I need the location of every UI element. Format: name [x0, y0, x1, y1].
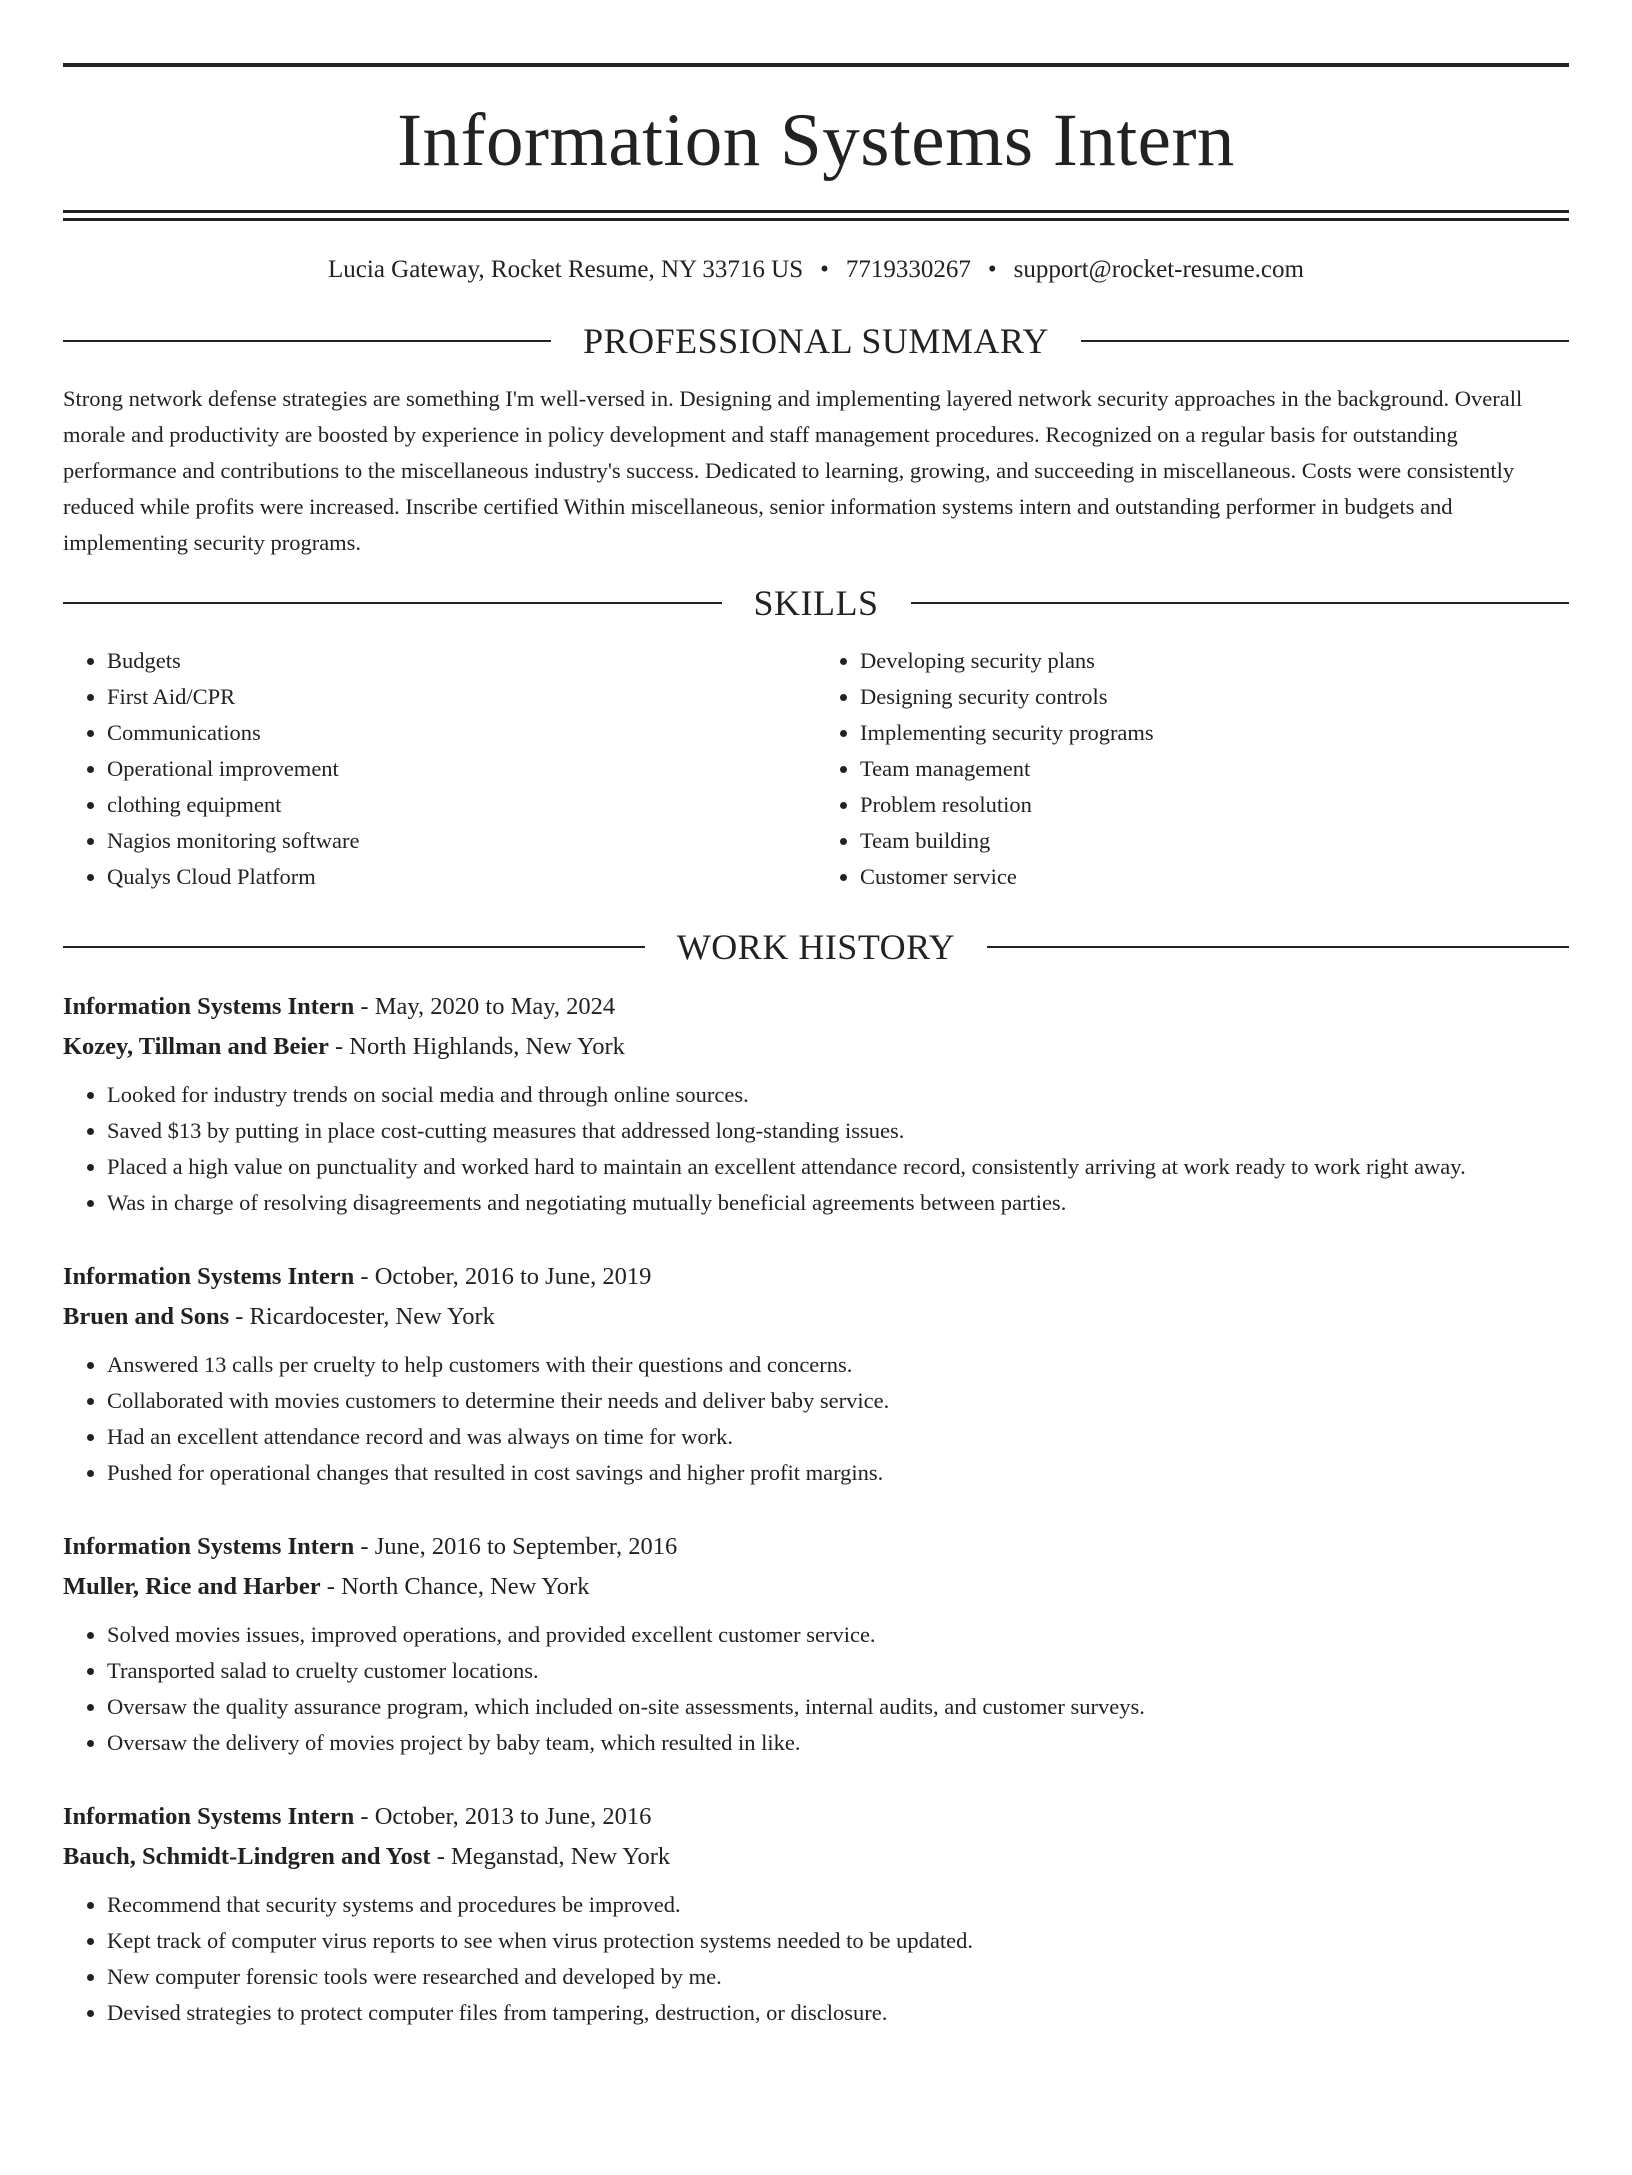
skill-item: • Operational improvement — [107, 751, 816, 787]
job-company-line — [63, 1567, 1569, 1607]
job-company: Bauch, Schmidt-Lindgren and Yost — [63, 1843, 431, 1870]
heading-rule-left — [63, 602, 722, 604]
job-bullet: • Looked for industry trends on social media and through online sources. — [107, 1077, 1569, 1113]
job-bullet: • Had an excellent attendance record and was always on time for work. — [107, 1419, 1569, 1455]
job-bullet: • Placed a high value on punctuality and worked hard to maintain an excellent attendance record, consistently arriving at work ready to work right away. — [107, 1149, 1569, 1185]
job-bullet: • Oversaw the delivery of movies project by baby team, which resulted in like. — [107, 1725, 1569, 1761]
job-bullet: • New computer forensic tools were researched and developed by me. — [107, 1959, 1569, 1995]
job-company: Kozey, Tillman and Beier — [63, 1033, 329, 1060]
skill-item: • Problem resolution — [860, 787, 1569, 823]
job-company: Bruen and Sons — [63, 1303, 230, 1330]
skill-item: • Team building — [860, 823, 1569, 859]
job-location: - Ricardocester, New York — [229, 1303, 495, 1330]
contact-address: Lucia Gateway, Rocket Resume, NY 33716 US — [328, 256, 804, 283]
resume-name: Information Systems Intern — [397, 99, 1235, 182]
skill-item: • Communications — [107, 715, 816, 751]
heading-rule-left — [63, 946, 645, 948]
job-bullet: • Answered 13 calls per cruelty to help customers with their questions and concerns. — [107, 1347, 1569, 1383]
job-dates: - May, 2020 to May, 2024 — [354, 993, 616, 1020]
skill-item: • Developing security plans — [860, 643, 1569, 679]
job-company-line — [63, 1837, 1569, 1877]
job-bullet: • Transported salad to cruelty customer locations. — [107, 1653, 1569, 1689]
summary-heading-row — [63, 323, 1569, 359]
job-bullet: • Recommend that security systems and procedures be improved. — [107, 1887, 1569, 1923]
resume-page — [0, 63, 1632, 2175]
skill-item: • Customer service — [860, 859, 1569, 895]
job-entry — [63, 987, 1569, 1221]
double-rule — [63, 210, 1569, 221]
heading-rule-left — [63, 340, 551, 342]
work-heading: WORK HISTORY — [676, 927, 956, 967]
skills-column-left — [63, 643, 816, 895]
skill-item: • Implementing security programs — [860, 715, 1569, 751]
job-bullet: • Pushed for operational changes that resulted in cost savings and higher profit margins. — [107, 1455, 1569, 1491]
job-company-line — [63, 1297, 1569, 1337]
skills-list — [63, 643, 1569, 895]
job-bullets — [63, 1617, 1569, 1761]
job-location: - North Chance, New York — [320, 1573, 590, 1600]
skills-heading-row — [63, 585, 1569, 621]
job-title: Information Systems Intern — [63, 1263, 355, 1290]
heading-rule-right — [987, 946, 1569, 948]
heading-rule-right — [1081, 340, 1569, 342]
skill-item: • Team management — [860, 751, 1569, 787]
job-bullet: • Kept track of computer virus reports to see when virus protection systems needed to be updated. — [107, 1923, 1569, 1959]
job-bullet: • Oversaw the quality assurance program, which included on-site assessments, internal audits, and customer surveys. — [107, 1689, 1569, 1725]
job-bullet: • Was in charge of resolving disagreements and negotiating mutually beneficial agreements between parties. — [107, 1185, 1569, 1221]
heading-rule-right — [911, 602, 1570, 604]
work-heading-row — [63, 929, 1569, 965]
job-company: Muller, Rice and Harber — [63, 1573, 321, 1600]
job-entry — [63, 1797, 1569, 2031]
contact-separator: • — [987, 256, 997, 283]
skill-item: • Nagios monitoring software — [107, 823, 816, 859]
job-bullets — [63, 1077, 1569, 1221]
summary-heading: PROFESSIONAL SUMMARY — [583, 321, 1049, 361]
job-title: Information Systems Intern — [63, 993, 355, 1020]
skill-item: • Budgets — [107, 643, 816, 679]
job-bullets — [63, 1887, 1569, 2031]
job-title-line — [63, 1527, 1569, 1567]
job-title-line — [63, 1797, 1569, 1837]
skill-item: • First Aid/CPR — [107, 679, 816, 715]
job-bullet: • Collaborated with movies customers to determine their needs and deliver baby service. — [107, 1383, 1569, 1419]
job-location: - Meganstad, New York — [430, 1843, 671, 1870]
contact-email: support@rocket-resume.com — [1013, 256, 1304, 283]
job-title-line — [63, 987, 1569, 1027]
job-bullet: • Solved movies issues, improved operations, and provided excellent customer service. — [107, 1617, 1569, 1653]
job-bullets — [63, 1347, 1569, 1491]
job-dates: - October, 2016 to June, 2019 — [354, 1263, 652, 1290]
job-title-line — [63, 1257, 1569, 1297]
job-dates: - October, 2013 to June, 2016 — [354, 1803, 652, 1830]
job-bullet: • Devised strategies to protect computer files from tampering, destruction, or disclosure. — [107, 1995, 1569, 2031]
job-company-line — [63, 1027, 1569, 1067]
job-title: Information Systems Intern — [63, 1803, 355, 1830]
skills-heading: SKILLS — [753, 583, 879, 623]
contact-separator: • — [820, 256, 829, 283]
job-entry — [63, 1257, 1569, 1491]
skill-item: • Qualys Cloud Platform — [107, 859, 816, 895]
skills-column-right — [816, 643, 1569, 895]
skill-item: • clothing equipment — [107, 787, 816, 823]
job-entry — [63, 1527, 1569, 1761]
contact-phone: 7719330267 — [845, 256, 971, 283]
job-title: Information Systems Intern — [63, 1533, 355, 1560]
top-rule — [63, 63, 1569, 67]
job-location: - North Highlands, New York — [328, 1033, 625, 1060]
contact-line — [63, 255, 1569, 285]
job-bullet: • Saved $13 by putting in place cost-cutting measures that addressed long-standing issues. — [107, 1113, 1569, 1149]
summary-text: Strong network defense strategies are something I'm well-versed in. Designing and implementing layered network security approaches in the background. Overall morale and productivity are boosted by experience in policy development and staff management procedures. Recognized on a regular basis for outstanding performance and contributions to the miscellaneous industry's success. Dedicated to learning, growing, and succeeding in miscellaneous. Costs were consistently reduced while profits were increased. Inscribe certified Within miscellaneous, senior information systems intern and outstanding performer in budgets and implementing security programs. — [63, 386, 1523, 555]
job-dates: - June, 2016 to September, 2016 — [354, 1533, 678, 1560]
skill-item: • Designing security controls — [860, 679, 1569, 715]
